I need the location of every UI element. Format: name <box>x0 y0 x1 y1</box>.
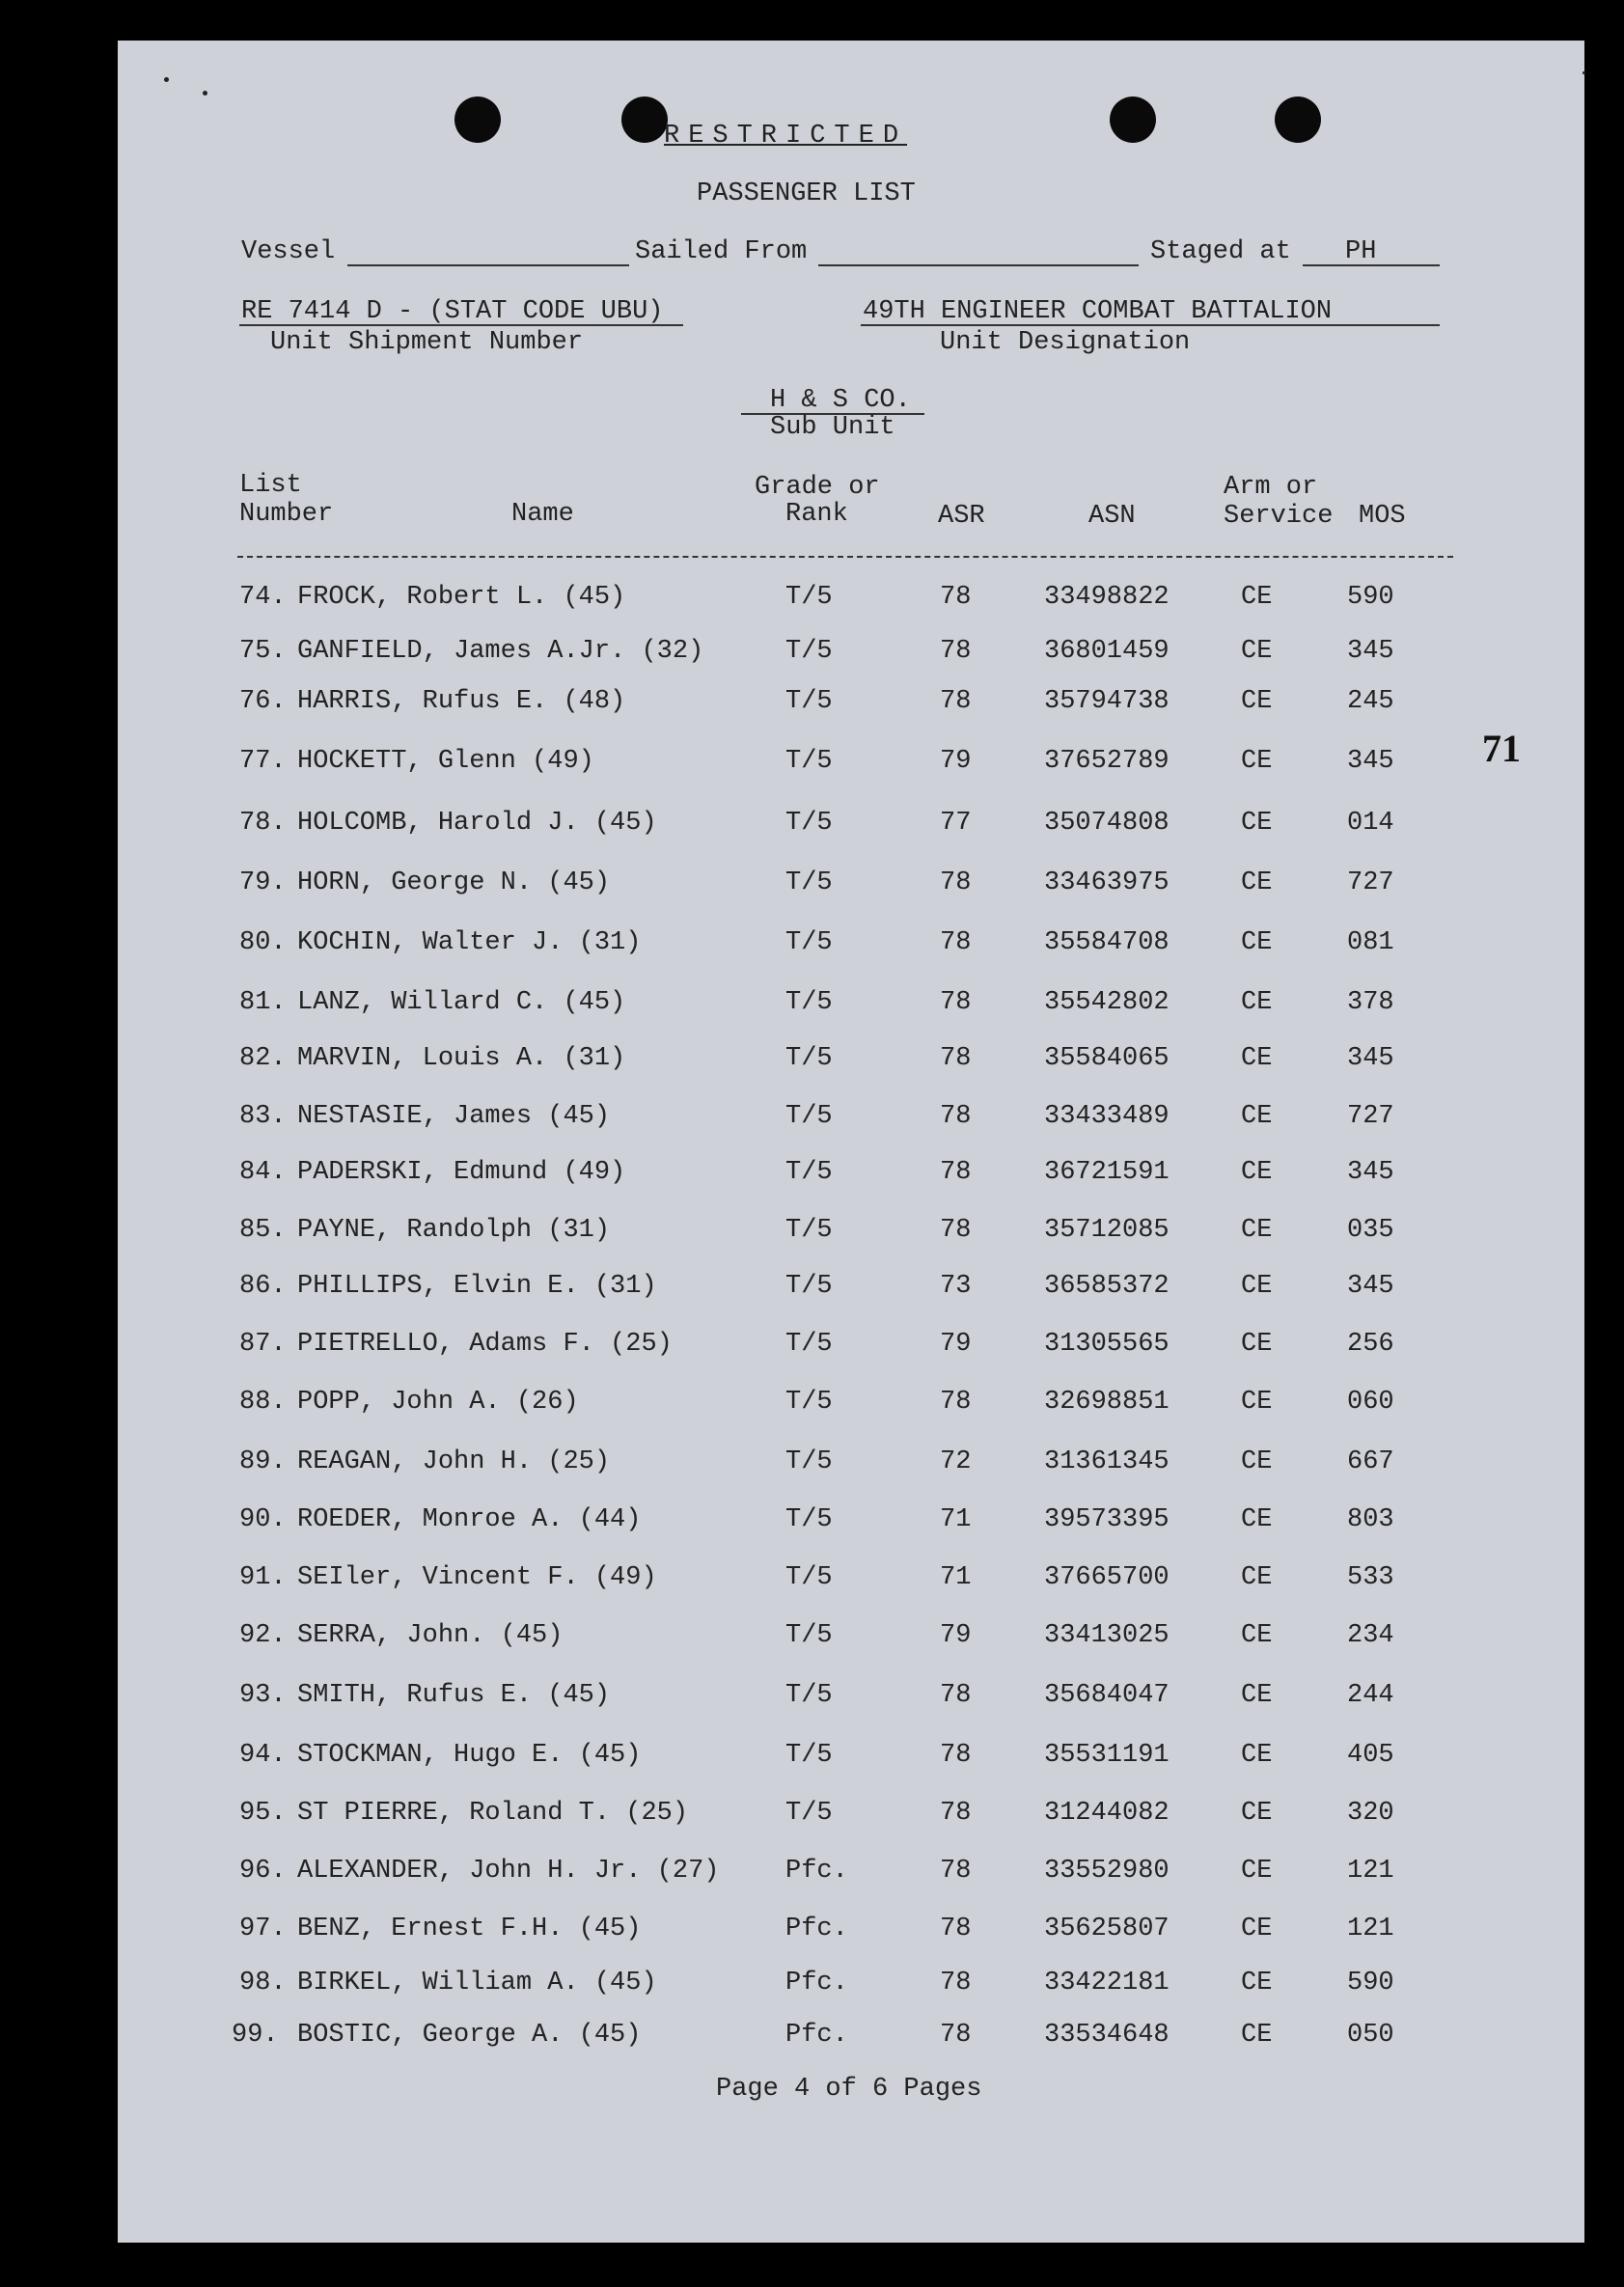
arm-service: CE <box>1241 1102 1273 1131</box>
asr: 78 <box>940 1044 972 1073</box>
asn: 32698851 <box>1044 1388 1170 1417</box>
arm-service: CE <box>1241 747 1273 776</box>
asr: 78 <box>940 583 972 612</box>
asr: 79 <box>940 1330 972 1359</box>
asn: 35074808 <box>1044 809 1170 838</box>
asn: 33433489 <box>1044 1102 1170 1131</box>
arm-service: CE <box>1241 1505 1273 1534</box>
document-page <box>118 41 1584 2243</box>
grade: T/5 <box>785 1563 833 1592</box>
table-row <box>118 990 1584 1029</box>
page-stamp-number: 71 <box>1482 727 1521 770</box>
asn: 36585372 <box>1044 1272 1170 1301</box>
list-number: 76. <box>239 687 287 716</box>
grade: Pfc. <box>785 2021 848 2050</box>
mos: 345 <box>1347 1158 1394 1187</box>
arm-service: CE <box>1241 1621 1273 1650</box>
asn: 33552980 <box>1044 1857 1170 1886</box>
page-footer: Page 4 of 6 Pages <box>716 2075 982 2104</box>
table-row <box>118 1218 1584 1256</box>
asr: 71 <box>940 1505 972 1534</box>
passenger-name: REAGAN, John H. (25) <box>297 1447 611 1476</box>
list-number: 74. <box>239 583 287 612</box>
punch-hole <box>621 96 668 143</box>
mos: 345 <box>1347 637 1394 666</box>
passenger-name: POPP, John A. (26) <box>297 1388 579 1417</box>
mos: 081 <box>1347 928 1394 957</box>
mos: 121 <box>1347 1915 1394 1943</box>
asr: 78 <box>940 2021 972 2050</box>
passenger-name: BOSTIC, George A. (45) <box>297 2021 642 2050</box>
arm-service: CE <box>1241 1969 1273 1998</box>
col-asr: ASR <box>938 502 985 531</box>
table-row <box>118 930 1584 969</box>
asr: 78 <box>940 988 972 1017</box>
arm-service: CE <box>1241 1915 1273 1943</box>
mos: 121 <box>1347 1857 1394 1886</box>
mos: 533 <box>1347 1563 1394 1592</box>
passenger-name: SMITH, Rufus E. (45) <box>297 1681 611 1710</box>
col-name: Name <box>511 500 574 529</box>
table-row <box>118 2023 1584 2061</box>
grade: T/5 <box>785 1102 833 1131</box>
table-row <box>118 1274 1584 1312</box>
passenger-name: PADERSKI, Edmund (49) <box>297 1158 626 1187</box>
unit-designation-label: Unit Designation <box>940 328 1191 357</box>
grade: T/5 <box>785 1216 833 1245</box>
vessel-blank <box>347 264 629 266</box>
list-number: 81. <box>239 988 287 1017</box>
arm-service: CE <box>1241 1681 1273 1710</box>
passenger-name: HARRIS, Rufus E. (48) <box>297 687 626 716</box>
unit-shipment-number: RE 7414 D - (STAT CODE UBU) <box>241 297 664 326</box>
asn: 36721591 <box>1044 1158 1170 1187</box>
arm-service: CE <box>1241 1330 1273 1359</box>
sailed-from-blank <box>818 264 1139 266</box>
list-number: 82. <box>239 1044 287 1073</box>
table-row <box>118 1160 1584 1199</box>
table-row <box>118 1332 1584 1370</box>
asn: 35542802 <box>1044 988 1170 1017</box>
col-arm-1: Arm or <box>1224 473 1318 502</box>
list-number: 84. <box>239 1158 287 1187</box>
grade: T/5 <box>785 1621 833 1650</box>
mos: 727 <box>1347 868 1394 897</box>
table-row <box>118 1743 1584 1781</box>
arm-service: CE <box>1241 988 1273 1017</box>
asn: 35625807 <box>1044 1915 1170 1943</box>
asn: 37665700 <box>1044 1563 1170 1592</box>
arm-service: CE <box>1241 1388 1273 1417</box>
mos: 378 <box>1347 988 1394 1017</box>
grade: T/5 <box>785 1044 833 1073</box>
list-number: 89. <box>239 1447 287 1476</box>
grade: T/5 <box>785 1447 833 1476</box>
mos: 256 <box>1347 1330 1394 1359</box>
col-asn: ASN <box>1088 502 1136 531</box>
mos: 803 <box>1347 1505 1394 1534</box>
asr: 79 <box>940 747 972 776</box>
list-number: 77. <box>239 747 287 776</box>
asn: 37652789 <box>1044 747 1170 776</box>
unit-designation: 49TH ENGINEER COMBAT BATTALION <box>863 297 1333 326</box>
passenger-name: ST PIERRE, Roland T. (25) <box>297 1799 689 1828</box>
list-number: 92. <box>239 1621 287 1650</box>
col-list-number-1: List <box>239 471 302 500</box>
arm-service: CE <box>1241 809 1273 838</box>
grade: T/5 <box>785 583 833 612</box>
arm-service: CE <box>1241 1216 1273 1245</box>
staged-at-label: Staged at <box>1150 237 1291 266</box>
list-number: 99. <box>232 2021 279 2050</box>
arm-service: CE <box>1241 637 1273 666</box>
col-mos: MOS <box>1359 502 1406 531</box>
table-row <box>118 1449 1584 1488</box>
grade: Pfc. <box>785 1915 848 1943</box>
asr: 72 <box>940 1447 972 1476</box>
asn: 33498822 <box>1044 583 1170 612</box>
passenger-name: NESTASIE, James (45) <box>297 1102 611 1131</box>
asr: 79 <box>940 1621 972 1650</box>
table-row <box>118 1390 1584 1428</box>
table-row <box>118 1859 1584 1897</box>
grade: T/5 <box>785 1272 833 1301</box>
passenger-name: BENZ, Ernest F.H. (45) <box>297 1915 642 1943</box>
asn: 31244082 <box>1044 1799 1170 1828</box>
speck <box>203 91 207 96</box>
table-row <box>118 811 1584 849</box>
punch-hole <box>454 96 501 143</box>
list-number: 78. <box>239 809 287 838</box>
mos: 405 <box>1347 1741 1394 1770</box>
unit-shipment-label: Unit Shipment Number <box>270 328 584 357</box>
arm-service: CE <box>1241 868 1273 897</box>
passenger-name: BIRKEL, William A. (45) <box>297 1969 657 1998</box>
table-row <box>118 585 1584 623</box>
unit-designation-underline <box>861 324 1440 326</box>
asn: 35584708 <box>1044 928 1170 957</box>
asr: 78 <box>940 1799 972 1828</box>
asn: 35531191 <box>1044 1741 1170 1770</box>
asr: 78 <box>940 1915 972 1943</box>
asr: 78 <box>940 1158 972 1187</box>
asr: 78 <box>940 1216 972 1245</box>
punch-hole <box>1110 96 1156 143</box>
arm-service: CE <box>1241 1799 1273 1828</box>
arm-service: CE <box>1241 583 1273 612</box>
arm-service: CE <box>1241 1158 1273 1187</box>
passenger-name: LANZ, Willard C. (45) <box>297 988 626 1017</box>
list-number: 88. <box>239 1388 287 1417</box>
mos: 345 <box>1347 747 1394 776</box>
asr: 78 <box>940 1857 972 1886</box>
asr: 78 <box>940 637 972 666</box>
passenger-name: HOCKETT, Glenn (49) <box>297 747 594 776</box>
arm-service: CE <box>1241 687 1273 716</box>
table-row <box>118 1801 1584 1839</box>
table-row <box>118 689 1584 728</box>
table-row <box>118 1507 1584 1546</box>
arm-service: CE <box>1241 1741 1273 1770</box>
list-number: 94. <box>239 1741 287 1770</box>
arm-service: CE <box>1241 1447 1273 1476</box>
asn: 35584065 <box>1044 1044 1170 1073</box>
asn: 33463975 <box>1044 868 1170 897</box>
asr: 78 <box>940 687 972 716</box>
passenger-name: HORN, George N. (45) <box>297 868 611 897</box>
arm-service: CE <box>1241 2021 1273 2050</box>
table-row <box>118 1623 1584 1662</box>
mos: 345 <box>1347 1044 1394 1073</box>
grade: T/5 <box>785 1741 833 1770</box>
restricted-heading: RESTRICTED <box>664 122 908 151</box>
asn: 33422181 <box>1044 1969 1170 1998</box>
unit-shipment-underline <box>239 324 683 326</box>
list-number: 85. <box>239 1216 287 1245</box>
asn: 36801459 <box>1044 637 1170 666</box>
asn: 33534648 <box>1044 2021 1170 2050</box>
grade: T/5 <box>785 1681 833 1710</box>
asr: 78 <box>940 928 972 957</box>
mos: 727 <box>1347 1102 1394 1131</box>
asn: 39573395 <box>1044 1505 1170 1534</box>
mos: 234 <box>1347 1621 1394 1650</box>
list-number: 79. <box>239 868 287 897</box>
punch-hole <box>1275 96 1321 143</box>
passenger-name: SERRA, John. (45) <box>297 1621 564 1650</box>
arm-service: CE <box>1241 1857 1273 1886</box>
grade: T/5 <box>785 1388 833 1417</box>
col-grade-1: Grade or <box>755 473 880 502</box>
asr: 78 <box>940 1681 972 1710</box>
passenger-name: ALEXANDER, John H. Jr. (27) <box>297 1857 720 1886</box>
asn: 35712085 <box>1044 1216 1170 1245</box>
arm-service: CE <box>1241 928 1273 957</box>
table-row <box>118 1046 1584 1085</box>
grade: T/5 <box>785 809 833 838</box>
list-number: 75. <box>239 637 287 666</box>
grade: T/5 <box>785 1330 833 1359</box>
passenger-name: PHILLIPS, Elvin E. (31) <box>297 1272 657 1301</box>
mos: 035 <box>1347 1216 1394 1245</box>
asr: 73 <box>940 1272 972 1301</box>
list-number: 80. <box>239 928 287 957</box>
passenger-name: PIETRELLO, Adams F. (25) <box>297 1330 673 1359</box>
asr: 77 <box>940 809 972 838</box>
grade: T/5 <box>785 1158 833 1187</box>
sailed-from-label: Sailed From <box>635 237 808 266</box>
grade: T/5 <box>785 988 833 1017</box>
mos: 345 <box>1347 1272 1394 1301</box>
list-number: 98. <box>239 1969 287 1998</box>
speck <box>164 77 169 82</box>
list-number: 97. <box>239 1915 287 1943</box>
table-row <box>118 639 1584 677</box>
mos: 667 <box>1347 1447 1394 1476</box>
mos: 014 <box>1347 809 1394 838</box>
mos: 590 <box>1347 583 1394 612</box>
table-row <box>118 749 1584 787</box>
asr: 78 <box>940 1388 972 1417</box>
header-rule <box>237 556 1453 558</box>
passenger-name: KOCHIN, Walter J. (31) <box>297 928 642 957</box>
asn: 35794738 <box>1044 687 1170 716</box>
mos: 245 <box>1347 687 1394 716</box>
asn: 31305565 <box>1044 1330 1170 1359</box>
list-number: 93. <box>239 1681 287 1710</box>
speck <box>1583 71 1585 74</box>
mos: 060 <box>1347 1388 1394 1417</box>
list-number: 87. <box>239 1330 287 1359</box>
col-list-number-2: Number <box>239 500 334 529</box>
table-row <box>118 1104 1584 1143</box>
arm-service: CE <box>1241 1563 1273 1592</box>
mos: 320 <box>1347 1799 1394 1828</box>
asr: 78 <box>940 1741 972 1770</box>
passenger-name: MARVIN, Louis A. (31) <box>297 1044 626 1073</box>
table-row <box>118 1970 1584 2009</box>
grade: Pfc. <box>785 1969 848 1998</box>
passenger-name: STOCKMAN, Hugo E. (45) <box>297 1741 642 1770</box>
list-number: 83. <box>239 1102 287 1131</box>
table-row <box>118 1916 1584 1955</box>
grade: T/5 <box>785 687 833 716</box>
mos: 050 <box>1347 2021 1394 2050</box>
passenger-name: ROEDER, Monroe A. (44) <box>297 1505 642 1534</box>
asr: 78 <box>940 1969 972 1998</box>
list-number: 86. <box>239 1272 287 1301</box>
passenger-name: GANFIELD, James A.Jr. (32) <box>297 637 704 666</box>
mos: 244 <box>1347 1681 1394 1710</box>
table-row <box>118 870 1584 909</box>
passenger-list-title: PASSENGER LIST <box>697 179 916 208</box>
table-row <box>118 1683 1584 1722</box>
list-number: 91. <box>239 1563 287 1592</box>
sub-unit: H & S CO. <box>770 386 911 415</box>
list-number: 96. <box>239 1857 287 1886</box>
table-row <box>118 1565 1584 1604</box>
grade: Pfc. <box>785 1857 848 1886</box>
asr: 78 <box>940 868 972 897</box>
grade: T/5 <box>785 1505 833 1534</box>
asn: 35684047 <box>1044 1681 1170 1710</box>
asr: 78 <box>940 1102 972 1131</box>
grade: T/5 <box>785 747 833 776</box>
grade: T/5 <box>785 928 833 957</box>
staged-at-value: PH <box>1345 237 1377 266</box>
passenger-name: HOLCOMB, Harold J. (45) <box>297 809 657 838</box>
asn: 31361345 <box>1044 1447 1170 1476</box>
grade: T/5 <box>785 868 833 897</box>
asr: 71 <box>940 1563 972 1592</box>
passenger-name: PAYNE, Randolph (31) <box>297 1216 611 1245</box>
grade: T/5 <box>785 1799 833 1828</box>
arm-service: CE <box>1241 1272 1273 1301</box>
list-number: 95. <box>239 1799 287 1828</box>
sub-unit-label: Sub Unit <box>770 413 895 442</box>
col-arm-2: Service <box>1224 502 1334 531</box>
grade: T/5 <box>785 637 833 666</box>
arm-service: CE <box>1241 1044 1273 1073</box>
vessel-label: Vessel <box>241 237 336 266</box>
mos: 590 <box>1347 1969 1394 1998</box>
asn: 33413025 <box>1044 1621 1170 1650</box>
col-grade-2: Rank <box>785 500 848 529</box>
passenger-name: SEIler, Vincent F. (49) <box>297 1563 657 1592</box>
list-number: 90. <box>239 1505 287 1534</box>
passenger-name: FROCK, Robert L. (45) <box>297 583 626 612</box>
